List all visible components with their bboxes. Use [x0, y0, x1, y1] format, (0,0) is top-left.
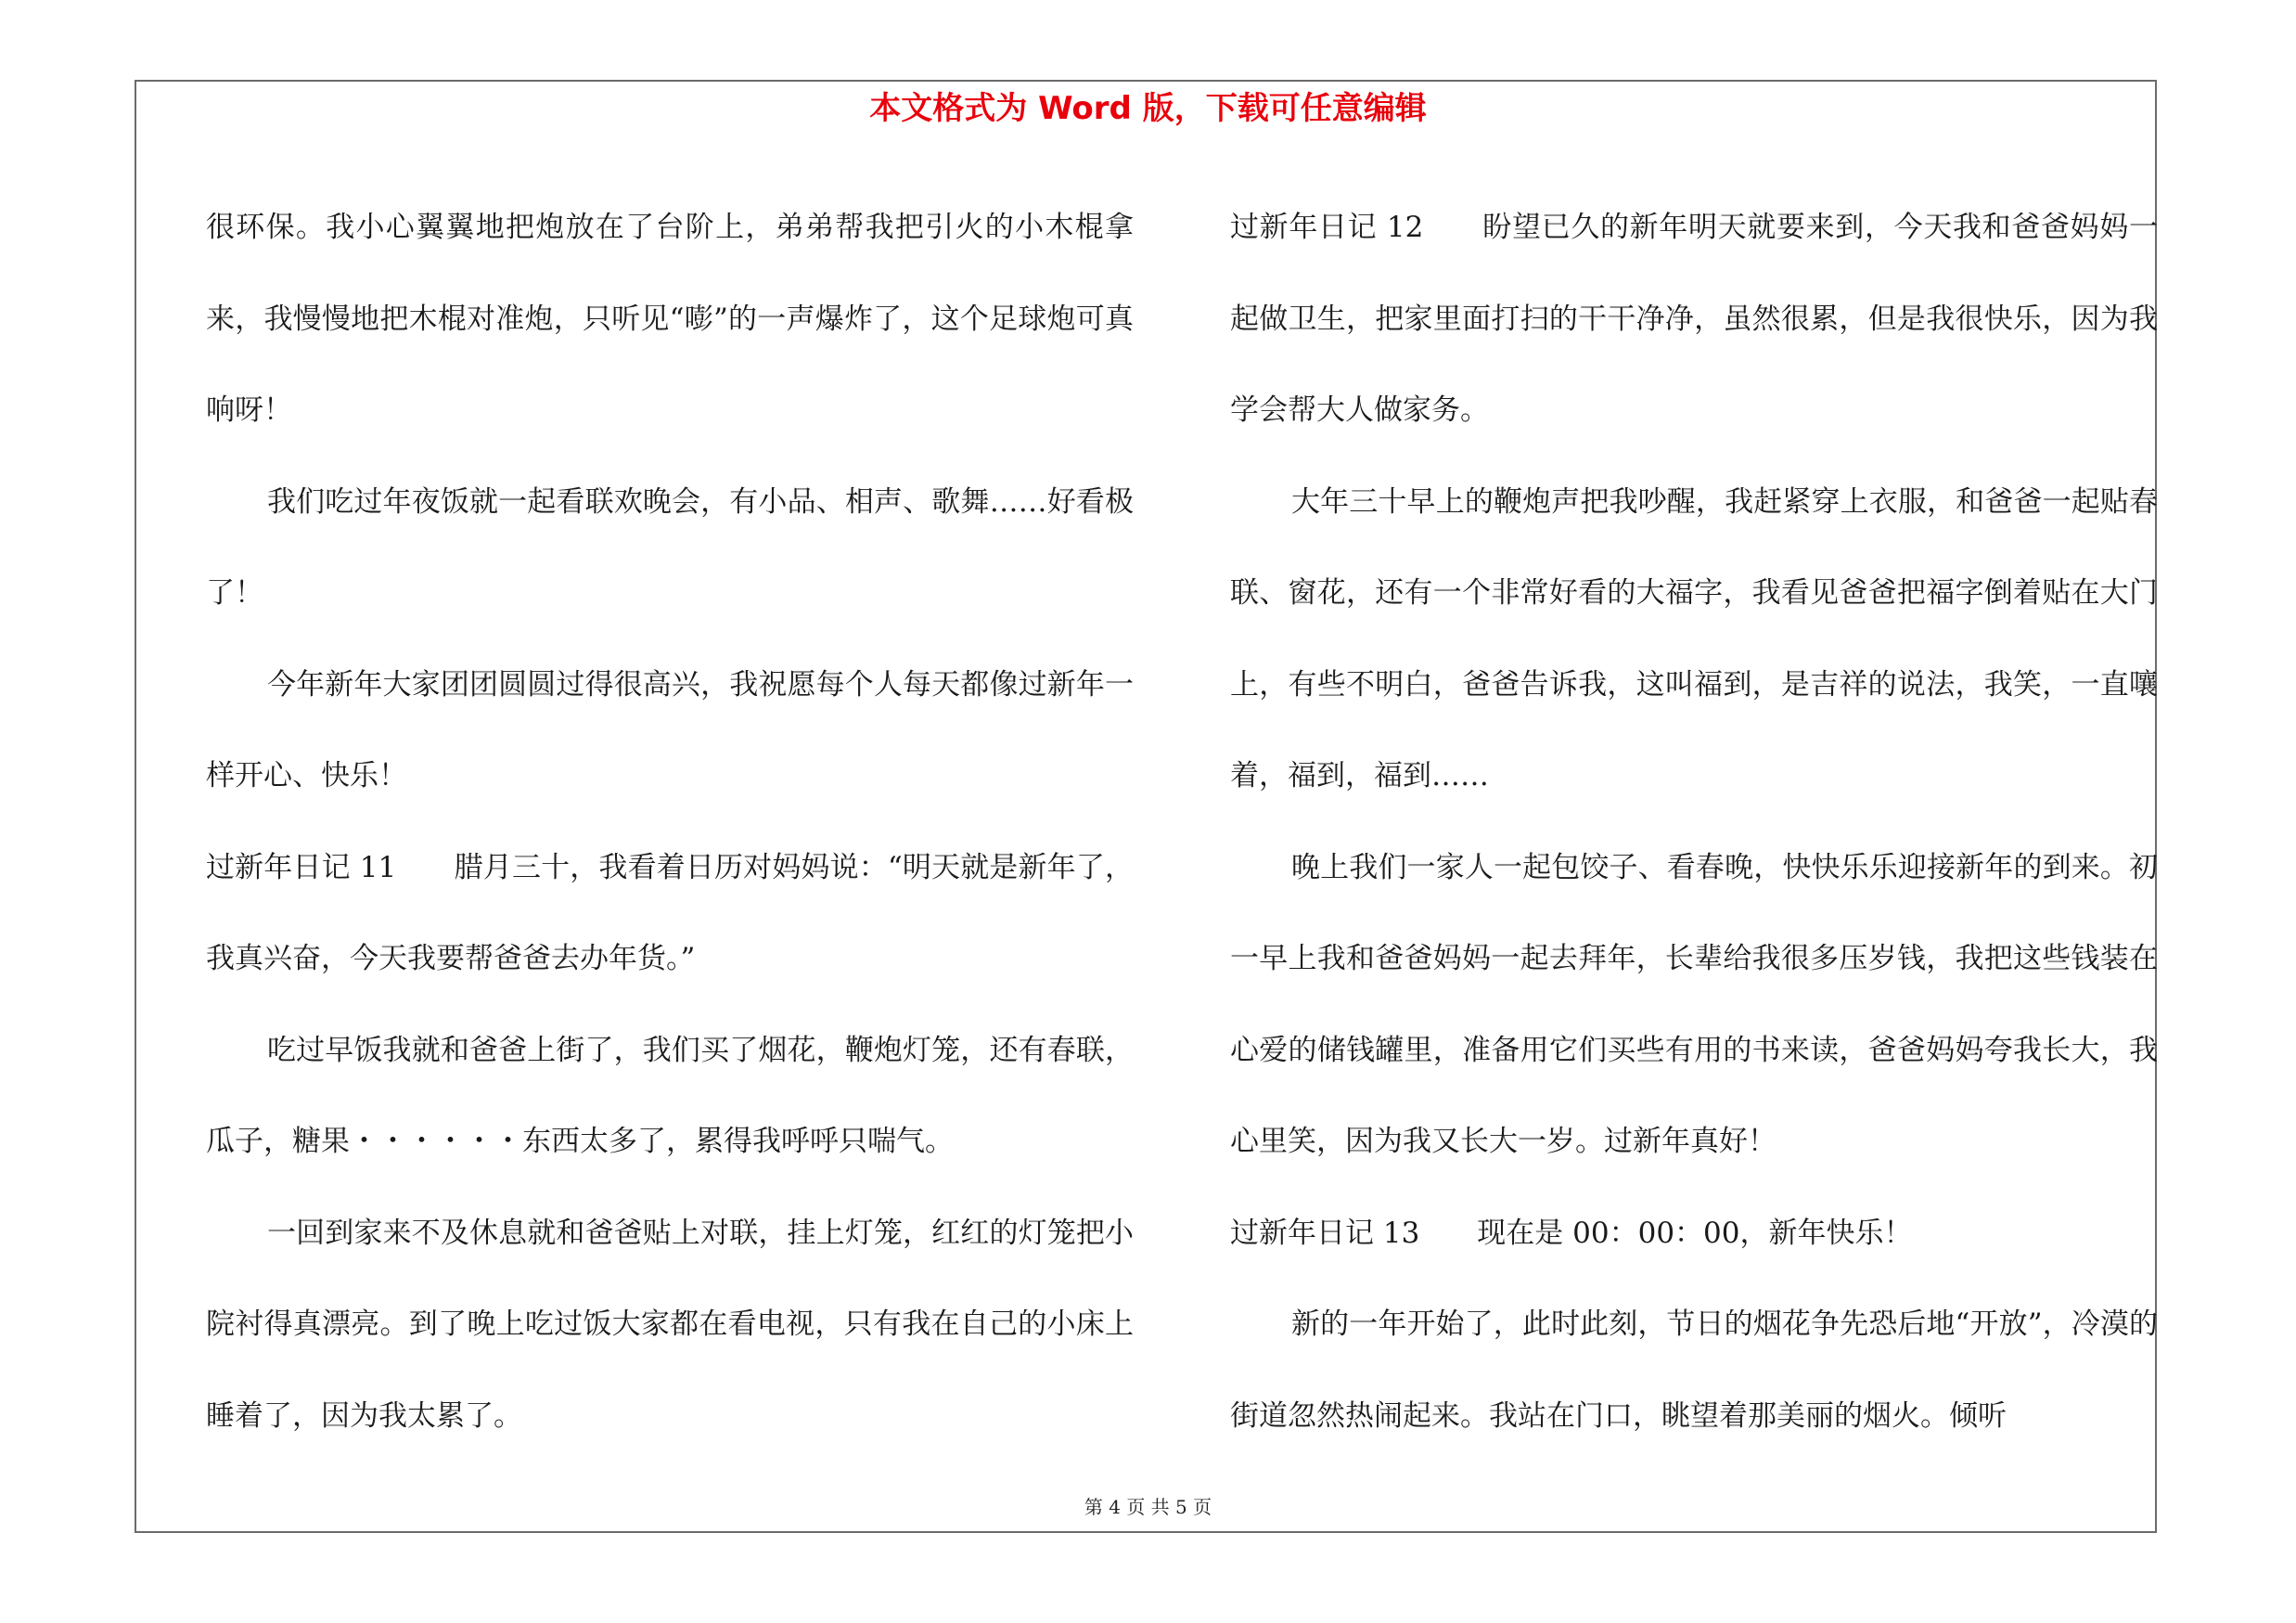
- body-paragraph: 我们吃过年夜饭就一起看联欢晚会，有小品、相声、歌舞……好看极了！: [206, 484, 1134, 610]
- diary-entry-paragraph: 过新年日记 11 腊月三十，我看着日历对妈妈说：“明天就是新年了，我真兴奋，今天我要帮爸爸去办年货。”: [206, 850, 1134, 975]
- body-paragraph: 大年三十早上的鞭炮声把我吵醒，我赶紧穿上衣服，和爸爸一起贴春联、窗花，还有一个非常好看的大福字，我看见爸爸把福字倒着贴在大门上，有些不明白，爸爸告诉我，这叫福到，是吉祥的说法，我笑，一直嚷着，福到，福到……: [1230, 484, 2158, 792]
- body-paragraph: 一回到家来不及休息就和爸爸贴上对联，挂上灯笼，红红的灯笼把小院衬得真漂亮。到了晚上吃过饭大家都在看电视，只有我在自己的小床上睡着了，因为我太累了。: [206, 1216, 1134, 1433]
- page-number-footer: 第 4 页 共 5 页: [1084, 1496, 1212, 1518]
- body-paragraph: 吃过早饭我就和爸爸上街了，我们买了烟花，鞭炮灯笼，还有春联，瓜子，糖果・・・・・・东西太多了，累得我呼呼只喘气。: [206, 1033, 1134, 1158]
- body-paragraph: 晚上我们一家人一起包饺子、看春晚，快快乐乐迎接新年的到来。初一早上我和爸爸妈妈一起去拜年，长辈给我很多压岁钱，我把这些钱装在心爱的储钱罐里，准备用它们买些有用的书来读，爸爸妈妈夸我长大，我心里笑，因为我又长大一岁。过新年真好！: [1230, 850, 2158, 1158]
- left-text-column: [206, 182, 1134, 1462]
- body-paragraph: 今年新年大家团团圆圆过得很高兴，我祝愿每个人每天都像过新年一样开心、快乐！: [206, 667, 1134, 792]
- body-paragraph: 很环保。我小心翼翼地把炮放在了台阶上，弟弟帮我把引火的小木棍拿来，我慢慢地把木棍对准炮，只听见“嘭”的一声爆炸了，这个足球炮可真响呀！: [206, 211, 1134, 427]
- word-format-banner: 本文格式为 Word 版，下载可任意编辑: [869, 90, 1427, 127]
- diary-entry-paragraph: 过新年日记 12 盼望已久的新年明天就要来到，今天我和爸爸妈妈一起做卫生，把家里面打扫的干干净净，虽然很累，但是我很快乐，因为我学会帮大人做家务。: [1230, 211, 2158, 427]
- diary-entry-paragraph: 过新年日记 13 现在是 00：00：00，新年快乐！: [1230, 1216, 1913, 1250]
- right-text-column: [1230, 182, 2158, 1462]
- body-paragraph: 新的一年开始了，此时此刻，节日的烟花争先恐后地“开放”，冷漠的街道忽然热闹起来。我站在门口，眺望着那美丽的烟火。倾听: [1230, 1307, 2158, 1433]
